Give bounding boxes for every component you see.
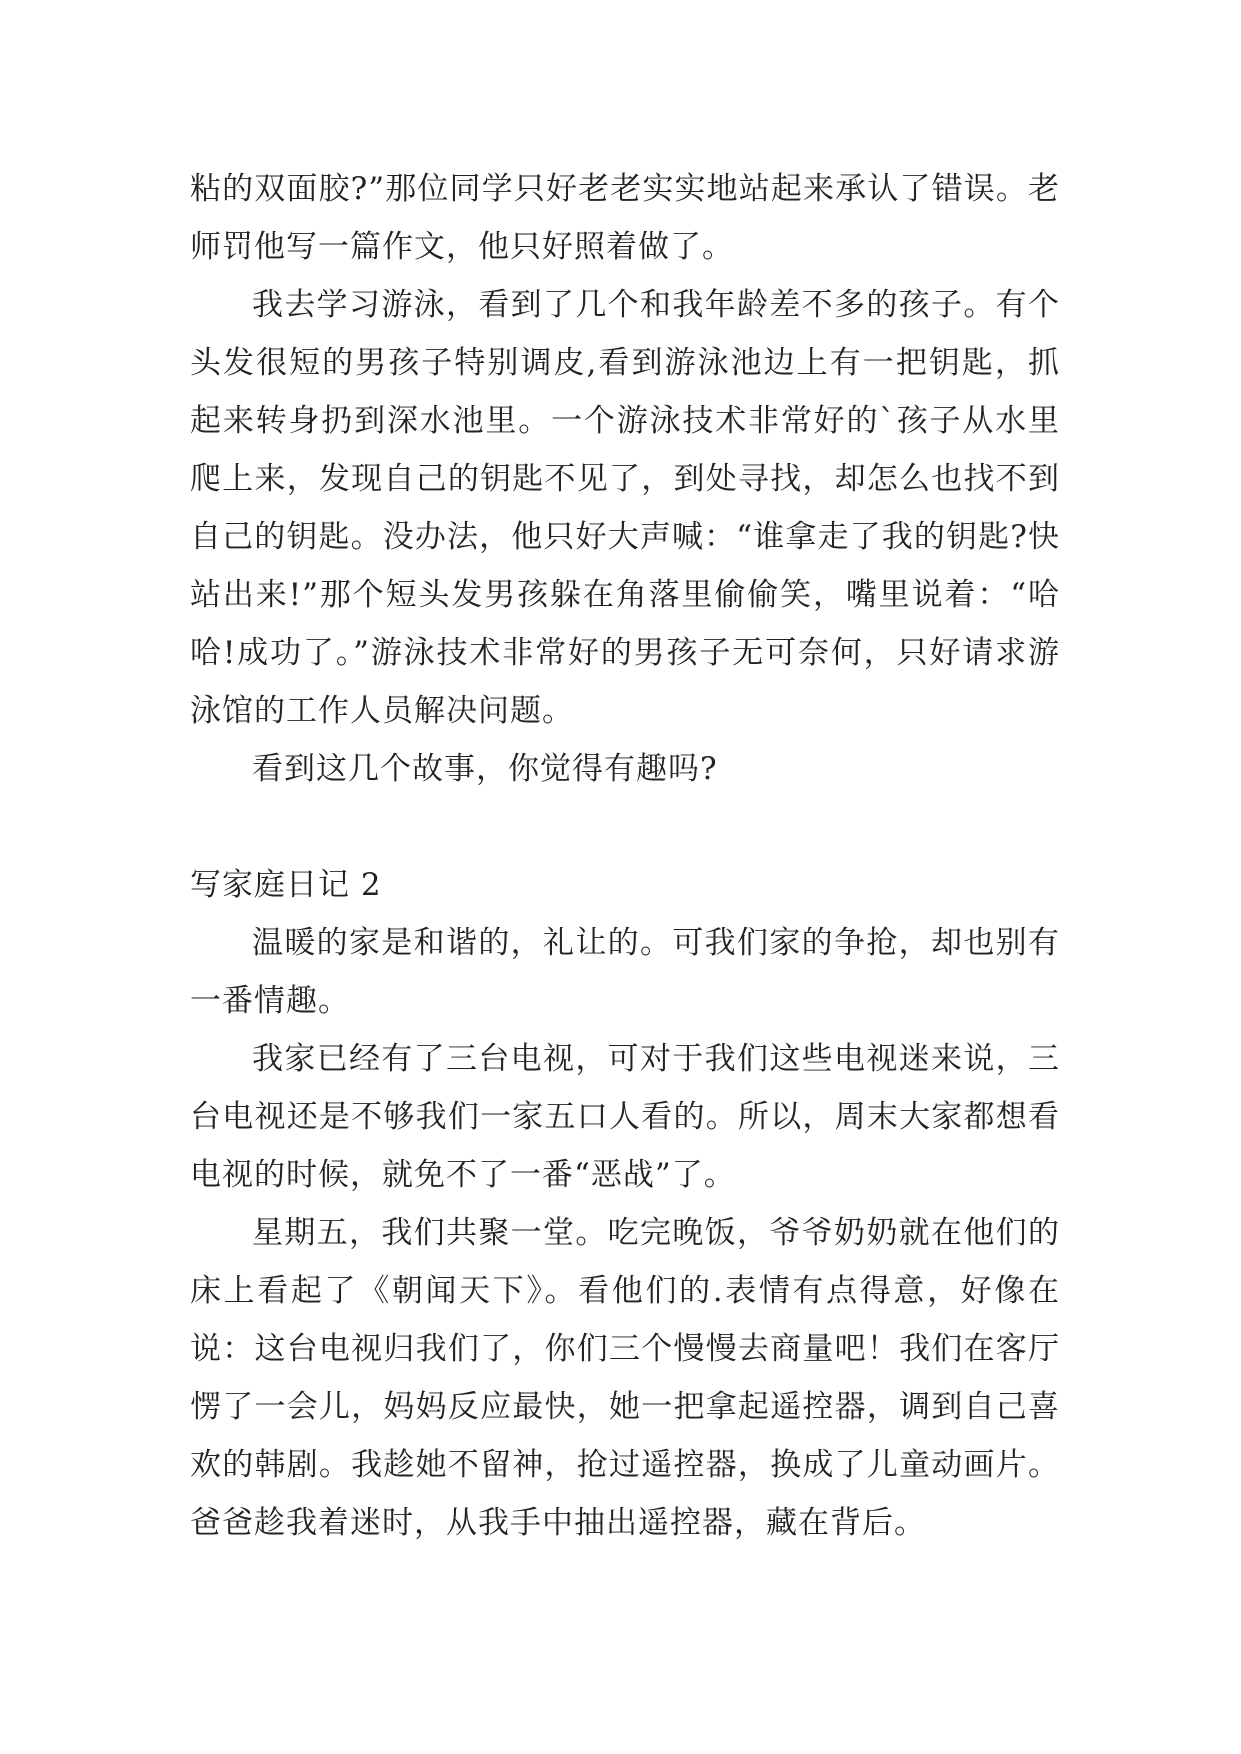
section-heading: 写家庭日记 2 — [190, 867, 382, 903]
paragraph-three-tvs: 我家已经有了三台电视，可对于我们这些电视迷来说，三台电视还是不够我们一家五口人看的。所以，周末大家都想看电视的时候，就免不了一番“恶战”了。 — [190, 1041, 1060, 1193]
paragraph-continuation: 粘的双面胶?”那位同学只好老老实实地站起来承认了错误。老师罚他写一篇作文，他只好照着做了。 — [190, 171, 1060, 265]
paragraph-friday-evening: 星期五，我们共聚一堂。吃完晚饭，爷爷奶奶就在他们的床上看起了《朝闻天下》。看他们的.表情有点得意，好像在说：这台电视归我们了，你们三个慢慢去商量吧！我们在客厅愣了一会儿，妈妈反应最快，她一把拿起遥控器，调到自己喜欢的韩剧。我趁她不留神，抢过遥控器，换成了儿童动画片。爸爸趁我着迷时，从我手中抽出遥控器，藏在背后。 — [190, 1215, 1060, 1541]
document-body — [190, 160, 1060, 1552]
paragraph-warm-home: 温暖的家是和谐的，礼让的。可我们家的争抢，却也别有一番情趣。 — [190, 925, 1060, 1019]
paragraph-closing-question: 看到这几个故事，你觉得有趣吗? — [252, 751, 718, 787]
paragraph-swimming-story: 我去学习游泳，看到了几个和我年龄差不多的孩子。有个头发很短的男孩子特别调皮,看到游泳池边上有一把钥匙，抓起来转身扔到深水池里。一个游泳技术非常好的`孩子从水里爬上来，发现自己的钥匙不见了，到处寻找，却怎么也找不到自己的钥匙。没办法，他只好大声喊：“谁拿走了我的钥匙?快站出来!”那个短头发男孩躲在角落里偷偷笑，嘴里说着：“哈哈!成功了。”游泳技术非常好的男孩子无可奈何，只好请求游泳馆的工作人员解决问题。 — [190, 287, 1060, 729]
